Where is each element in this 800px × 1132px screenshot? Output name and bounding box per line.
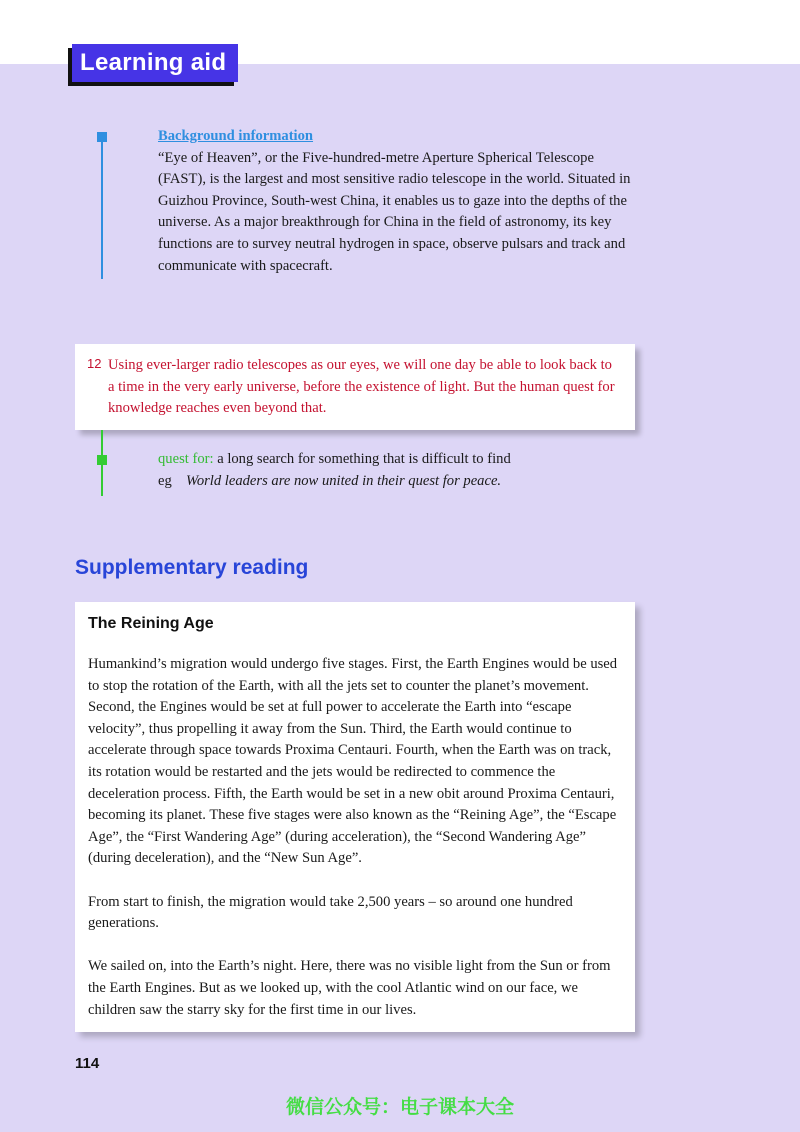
reading-paragraph: Humankind’s migration would undergo five stages. First, the Earth Engines would be used to stop the rotation of the Earth, with all the jets set to counter the planet’s movement. Second, the Engines would be set at full power to accelerate the Earth into “escape velocity”, thus propelling it away from the Sun. Third, the Earth would continue to accelerate through space towards Proxima Centauri. Fourth, when the Earth was on track, its rotation would be restarted and the jets would be redirected to commence the deceleration process. Fifth, the Earth would be set in a new obit around Proxima Centauri, becoming its planet. These five stages were also known as the “Reining Age”, the “Escape Age”, the “First Wandering Age” (during acceleration), the “Second Wandering Age” (during deceleration), and the “New Sun Age”. [88,656,618,867]
reading-title: The Reining Age [88,615,214,632]
quote-box [75,344,635,430]
background-info-text: “Eye of Heaven”, or the Five-hundred-metre Aperture Spherical Telescope (FAST), is the largest and most sensitive radio telescope in the world. Situated in Guizhou Province, South-west China, it enables us to gaze into the depths of the universe. As a major breakthrough for China in the field of astronomy, its key functions are to survey neutral hydrogen in space, observe pulsars and track and communicate with spacecraft. [158,149,631,274]
section-title: Supplementary reading [75,556,309,579]
vocab-eg-label: eg [158,472,172,489]
page-number: 114 [75,1055,100,1072]
vocab-note [158,449,578,492]
reading-box [75,602,635,1032]
background-info-note [158,126,640,277]
blue-note-line [101,142,103,279]
vocab-term: quest for: [158,451,214,467]
blue-note-marker-icon [97,132,107,142]
green-note-marker-icon [97,455,107,465]
reading-body [88,654,622,1043]
learning-aid-tab: Learning aid [72,44,238,82]
wechat-footer: 微信公众号：电子课本大全 [285,1096,514,1118]
quote-text: Using ever-larger radio telescopes as our eyes, we will one day be able to look back to a time in the very early universe, before the existence of light. But the human quest for knowledge reaches even beyond that. [108,357,615,417]
paragraph-number: 12 [87,356,102,371]
reading-paragraph: From start to finish, the migration would take 2,500 years – so around one hundred generations. [88,893,573,932]
vocab-definition: a long search for something that is difficult to find [217,451,511,467]
vocab-example: World leaders are now united in their quest for peace. [186,472,502,489]
background-info-title: Background information [158,128,314,144]
reading-paragraph: We sailed on, into the Earth’s night. Here, there was no visible light from the Sun or from the Earth Engines. But as we looked up, with the cool Atlantic wind on our face, we children saw the starry sky for the first time in our lives. [88,958,611,1018]
